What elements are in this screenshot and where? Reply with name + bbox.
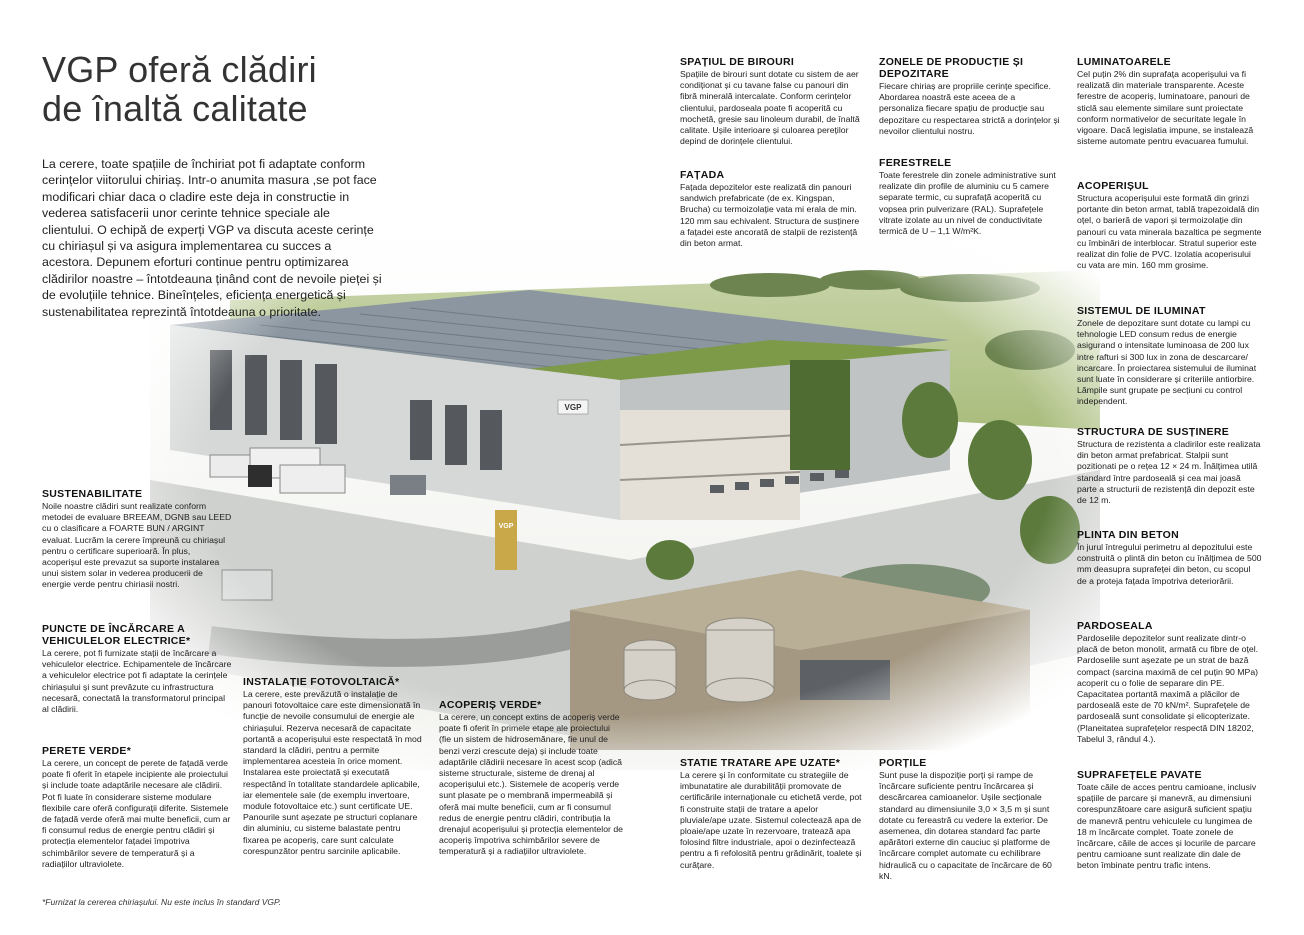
section-statie-text: La cerere și în conformitate cu strategiile de imbunatatire ale durabilității promovate de certificările internaționale cu etichetă verde, pot fi construite stații de tratare a apelor pluviale/ape uzate. Sistemul colectează apa de ploaie/ape uzate în rezervoare, tratează apa folosind filtre industriale, apoi o dezinfectează pentru a fi refolosită pentru grădinărit, toalete și curățare.: [680, 770, 862, 870]
section-acoperis-verde-text: La cerere, un concept extins de acoperiș verde poate fi oferit în primele etape ale proiectului (fie un sistem de hidrosemănare, fie unul de benzi verzi crescute deja) și include toate adaptările clădirii necesare în acest scop (adică sisteme structurale, sisteme de drenaj al acoperișului etc.). Sistemele de acoperiș verde sunt plasate pe o membrană impermeabilă și oferă mai multe beneficii, cum ar fi consumul redus de energie pentru clădiri, contribuția la drenajul acoperișului și protecția elementelor de acoperiș împotriva schimbărilor severe de temperatură și a radiațiilor ultraviolete.: [439, 712, 623, 857]
section-fatada-title: FAȚADA: [680, 169, 725, 181]
section-fotovoltaica-text: La cerere, este prevăzută o instalație de panouri fotovoltaice care este dimensionată în funcție de nevoile consumului de energie ale chiriașului. Rezerva necesară de capacitate portantă a acoperișului este respectată în mod standard la clădiri, pentru a permite implementarea acesteia în orice moment. Instalarea este proiectată și executată respectând în totalitate standardele aplicabile, iar elementele sale (de exemplu invertoare, module fotovoltaice etc.) sunt certificate UE. Panourile sunt așezate pe structuri coplanare din aluminiu, cu sisteme balastate pentru fixarea pe acoperiș, care sunt calculate corespunzător pentru sarcinile aplicabile.: [243, 689, 422, 856]
section-birouri-title: SPAȚIUL DE BIROURI: [680, 56, 795, 68]
section-fotovoltaica: [243, 676, 425, 857]
page-title-line-1: VGP oferă clădiri: [42, 49, 317, 90]
section-fatada: [680, 169, 865, 249]
section-sustenabilitate: [42, 488, 232, 591]
section-portile-text: Sunt puse la dispoziție porți și rampe de încărcare suficiente pentru încărcarea și descărcarea camioanelor. Ușile secționale standard au dimensiunile 3,0 × 3,5 m și sunt dotate cu fereastră cu vedere la exterior. De asemenea, din dotarea standard fac parte apărători externe din cauciuc și platforme de încărcare complet automate cu echilibrare hidraulică cu o capacitate de încărcare de 60 kN.: [879, 770, 1052, 881]
section-suprafete-title: SUPRAFEȚELE PAVATE: [1077, 769, 1202, 781]
section-luminatoarele-text: Cel puțin 2% din suprafața acoperișului va fi realizată din materiale transparente. Aceste ferestre de acoperiș, luminatoare, panouri de sticlă sau elemente similare sunt proiectate conform normativelor de securitate legale în vigoare. Dacă legislatia impune, se instalează sisteme automate pentru evacuarea fumului.: [1077, 69, 1254, 147]
section-fotovoltaica-title: INSTALAȚIE FOTOVOLTAICĂ*: [243, 676, 400, 688]
page-title-line-2: de înaltă calitate: [42, 88, 308, 129]
section-pardoseala: [1077, 620, 1262, 745]
section-iluminat-text: Zonele de depozitare sunt dotate cu lampi cu tehnologie LED consum redus de energie asigurand o intensitate luminoasa de 200 lux intre rafturi si 300 lux in zona de descarcare/ incarcare. În proiectarea sistemului de iluminat sunt luate în considerare și criteriile antiorbire. Lămpile sunt grupate pe secțiuni cu control independent.: [1077, 318, 1257, 407]
section-productie-title: ZONELE DE PRODUCȚIE ȘI DEPOZITARE: [879, 56, 1024, 80]
section-plinta-text: În jurul întregului perimetru al depozitului este construită o plintă din beton cu înălțimea de 500 mm deasupra suprafeței din beton, cu scopul de a proteja fațada împotriva deteriorării.: [1077, 542, 1262, 586]
section-acoperisul-title: ACOPERIȘUL: [1077, 180, 1149, 192]
section-plinta: [1077, 529, 1262, 587]
section-puncte-text: La cerere, pot fi furnizate stații de încărcare a vehiculelor electrice. Echipamentele de încărcare a vehiculelor electrice pot fi adaptate la cerințele chiriașului și sunt prevăzute cu infrastructura necesară, conectată la transformatorul principal al clădirii.: [42, 648, 232, 715]
section-structura-text: Structura de rezistenta a cladirilor este realizata din beton armat prefabricat. Stalpii sunt pozitionati pe o rețea 12 × 24 m. Înălțimea utilă standard între pardoseală și cea mai joasă parte a structurii de rezistență din depozit este de 12 m.: [1077, 439, 1261, 506]
section-perete: [42, 745, 232, 870]
section-sustenabilitate-text: Noile noastre clădiri sunt realizate conform metodei de evaluare BREEAM, DGNB sau LEED cu o clasificare a FOARTE BUN / ARGINT evaluat. Lucrăm la cerere împreună cu chiriașul pentru o certificare superioară. În plus, acoperișul este prevazut sa suporte instalarea unui sistem solar in vederea producerii de energie verde pentru chiriasii nostri.: [42, 501, 232, 590]
section-birouri-text: Spațiile de birouri sunt dotate cu sistem de aer condiționat și cu tavane false cu panouri din fibră minerală intercalate. Conform cerințelor clientului, pardoseala poate fi acoperită cu mochetă, gresie sau linoleum durabil, de înaltă calitate. Ușile interioare și culoarea pereților depind de dorințele clientului.: [680, 69, 860, 147]
section-pardoseala-title: PARDOSEALA: [1077, 620, 1153, 632]
section-statie: [680, 757, 865, 871]
section-statie-title: STATIE TRATARE APE UZATE*: [680, 757, 841, 769]
section-suprafete: [1077, 769, 1262, 872]
section-iluminat: [1077, 305, 1262, 408]
section-productie: [879, 56, 1061, 137]
section-structura: [1077, 426, 1262, 506]
section-puncte-title: PUNCTE DE ÎNCĂRCARE A VEHICULELOR ELECTRICE*: [42, 623, 191, 647]
intro-paragraph: La cerere, toate spațiile de închiriat pot fi adaptate conform cerințelor viitorului chiriaș. Intr-o anumita masura ,se pot face modificari chiar daca o cladire este deja in constructie in vederea satisfacerii unor cerinte tehnice speciale ale clientului. O echipă de experți VGP va discuta aceste cerințe cu chiriașul și va asigura implementarea cu succes a acestora. Depunem eforturi continue pentru optimizarea clădirilor noastre – întotdeauna ținând cont de nevoile pieței și de evoluțiile tehnice. Bineînțeles, eficiența energetică și sustenabilitatea reprezintă întotdeauna o prioritate.: [42, 157, 382, 319]
section-birouri: [680, 56, 865, 147]
section-acoperis-verde-title: ACOPERIȘ VERDE*: [439, 699, 542, 711]
section-fatada-text: Fațada depozitelor este realizată din panouri sandwich prefabricate (de ex. Kingspan, Brucha) cu termoizolație vata mi erala de min. 120 mm sau echivalent. Structura de susținere a fațadei este ancorată de stalpii de rezistență din beton armat.: [680, 182, 860, 249]
footnote: *Furnizat la cererea chiriașului. Nu este inclus în standard VGP.: [42, 897, 281, 907]
section-luminatoarele: [1077, 56, 1262, 147]
section-ferestrele-text: Toate ferestrele din zonele administrative sunt realizate din profile de aluminiu cu 5 camere separate termic, cu suprafață acoperită cu vopsea prin pulverizare (RAL). Suprafețele vitrate izolate au un nivel de conductivitate termică de U – 1,1 W/m²K.: [879, 170, 1056, 237]
section-plinta-title: PLINTA DIN BETON: [1077, 529, 1180, 541]
section-sustenabilitate-title: SUSTENABILITATE: [42, 488, 143, 500]
section-perete-text: La cerere, un concept de perete de fațadă verde poate fi oferit în etapele incipiente ale proiectului și include toate adaptările necesare ale clădirii. Pot fi luate în considerare sisteme modulare flexibile care oferă configurații diferite. Sistemele de fațadă verde oferă mai multe beneficii, cum ar fi consumul redus de energie pentru clădiri și protecția elementelor fațadei împotriva schimbărilor severe de temperatură și a radiațiilor ultraviolete.: [42, 758, 231, 869]
page-title: [42, 50, 317, 128]
section-structura-title: STRUCTURA DE SUSȚINERE: [1077, 426, 1230, 438]
section-pardoseala-text: Pardoselile depozitelor sunt realizate dintr-o placă de beton monolit, armată cu fibre de oțel. Pardoselile sunt așezate pe un strat de bază compact (sarcina maximă de cel puțin 90 MPa) acoperit cu o folie de separare din PE. Capacitatea portantă maximă a plăcilor de pardoseală este de 70 kN/m². Suprafețele de pardoseală sunt consolidate și elicopterizate. (Planeitatea suprafețelor respectă DIN 18202, Tabelul 3, rândul 4.).: [1077, 633, 1259, 744]
section-luminatoarele-title: LUMINATOARELE: [1077, 56, 1171, 68]
section-productie-text: Fiecare chiriaș are propriile cerințe specifice. Abordarea noastră este aceea de a personaliza fiecare spațiu de producție sau depozitare cu respectarea strictă a dorințelor și nevoilor clientului nostru.: [879, 81, 1060, 136]
section-acoperis-verde: [439, 699, 624, 858]
section-iluminat-title: SISTEMUL DE ILUMINAT: [1077, 305, 1206, 317]
section-suprafete-text: Toate căile de acces pentru camioane, inclusiv spațiile de parcare și manevră, au dimensiuni corespunzătoare care asigură suficient spațiu de manevră pentru vehiculele cu lungimea de 18 m încărcate complet. Toate zonele de încărcare, căile de acces și locurile de parcare pentru camioane sunt realizate din dale de beton îmbinate pentru trafic intens.: [1077, 782, 1257, 871]
section-portile-title: PORȚILE: [879, 757, 927, 769]
section-puncte: [42, 623, 232, 715]
section-acoperisul: [1077, 180, 1262, 271]
section-ferestrele: [879, 157, 1061, 237]
section-acoperisul-text: Structura acoperișului este formată din grinzi portante din beton armat, tablă trapezoidală din oțel, o barieră de vapori și termoizolație din panouri cu vata minerala bazaltica pe segmente cu îmbinări de interblocar. Stratul superior este realizat din folie de PVC. Izolatia acoperisului cu vata are min. 160 mm grosime.: [1077, 193, 1262, 271]
section-portile: [879, 757, 1061, 882]
section-ferestrele-title: FERESTRELE: [879, 157, 952, 169]
section-perete-title: PERETE VERDE*: [42, 745, 132, 757]
